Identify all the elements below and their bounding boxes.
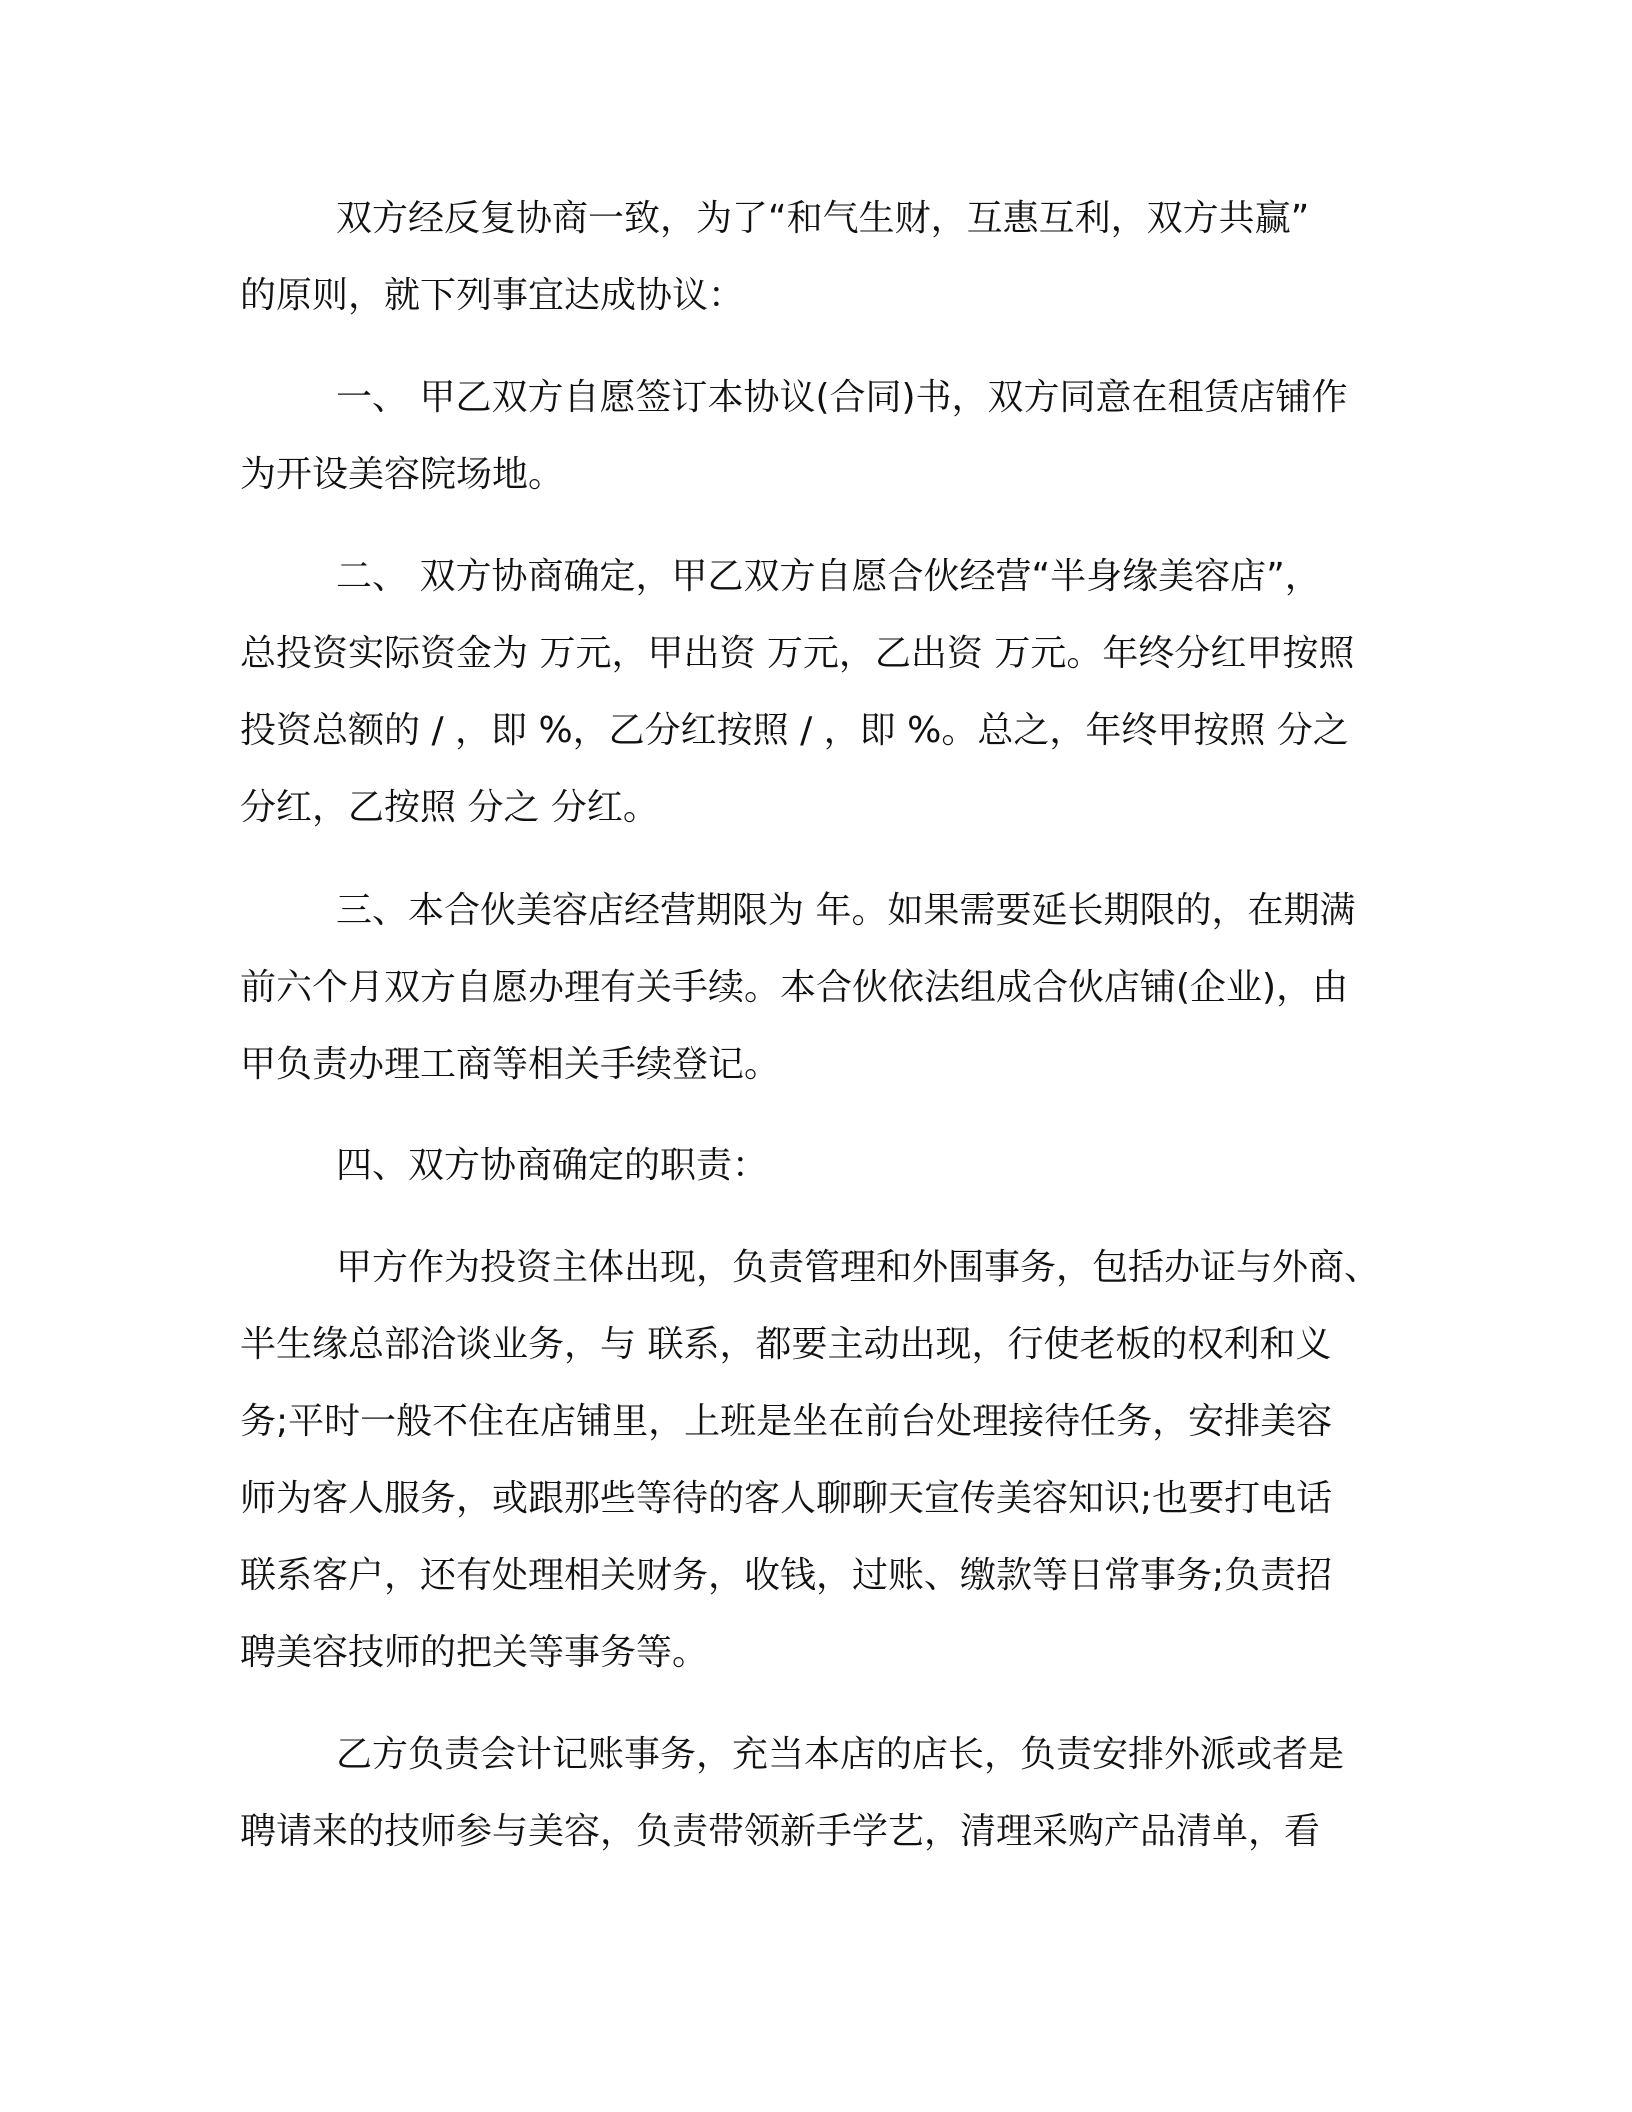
text-line: 联系客户，还有处理相关财务，收钱，过账、缴款等日常事务;负责招: [240, 1555, 1333, 1596]
text-line: 的原则，就下列事宜达成协议：: [240, 275, 745, 316]
text-line: 聘请来的技师参与美容，负责带领新手学艺，清理采购产品清单，看: [240, 1811, 1321, 1852]
text-line: 三、本合伙美容店经营期限为 年。如果需要延长期限的，在期满: [336, 890, 1356, 931]
text-line: 分红，乙按照 分之 分红。: [240, 787, 659, 828]
paragraph-clause-3: [240, 872, 1400, 1103]
text-line: 二、 双方协商确定，甲乙双方自愿合伙经营“半身缘美容店”，: [336, 556, 1321, 597]
text-line: 四、双方协商确定的职责：: [336, 1145, 769, 1186]
paragraph-party-a-duties: [240, 1229, 1400, 1691]
text-line: 为开设美容院场地。: [240, 454, 565, 495]
text-line: 半生缘总部洽谈业务，与 联系，都要主动出现，行使老板的权利和义: [240, 1324, 1332, 1365]
text-line: 务;平时一般不住在店铺里，上班是坐在前台处理接待任务，安排美容: [240, 1401, 1333, 1442]
text-line: 乙方负责会计记账事务，充当本店的店长，负责安排外派或者是: [336, 1734, 1345, 1775]
text-line: 双方经反复协商一致，为了“和气生财，互惠互利，双方共赢”: [336, 198, 1310, 239]
paragraph-clause-1: [240, 359, 1400, 513]
text-line: 总投资实际资金为 万元，甲出资 万元，乙出资 万元。年终分红甲按照: [240, 633, 1355, 674]
text-line: 投资总额的 / ，即 %，乙分红按照 / ，即 %。总之，年终甲按照 分之: [240, 710, 1349, 751]
text-line: 甲方作为投资主体出现，负责管理和外围事务，包括办证与外商、: [336, 1247, 1381, 1288]
paragraph-party-b-duties: [240, 1716, 1400, 1870]
text-line: 师为客人服务，或跟那些等待的客人聊聊天宣传美容知识;也要打电话: [240, 1478, 1333, 1519]
paragraph-clause-2: [240, 538, 1400, 846]
text-line: 甲负责办理工商等相关手续登记。: [240, 1044, 781, 1085]
text-line: 聘美容技师的把关等事务等。: [240, 1632, 709, 1673]
paragraph-clause-4: [240, 1127, 1400, 1204]
text-line: 一、 甲乙双方自愿签订本协议(合同)书，双方同意在租赁店铺作: [336, 377, 1348, 418]
paragraph-principle: [240, 180, 1400, 334]
text-line: 前六个月双方自愿办理有关手续。本合伙依法组成合伙店铺(企业)，由: [240, 967, 1349, 1008]
